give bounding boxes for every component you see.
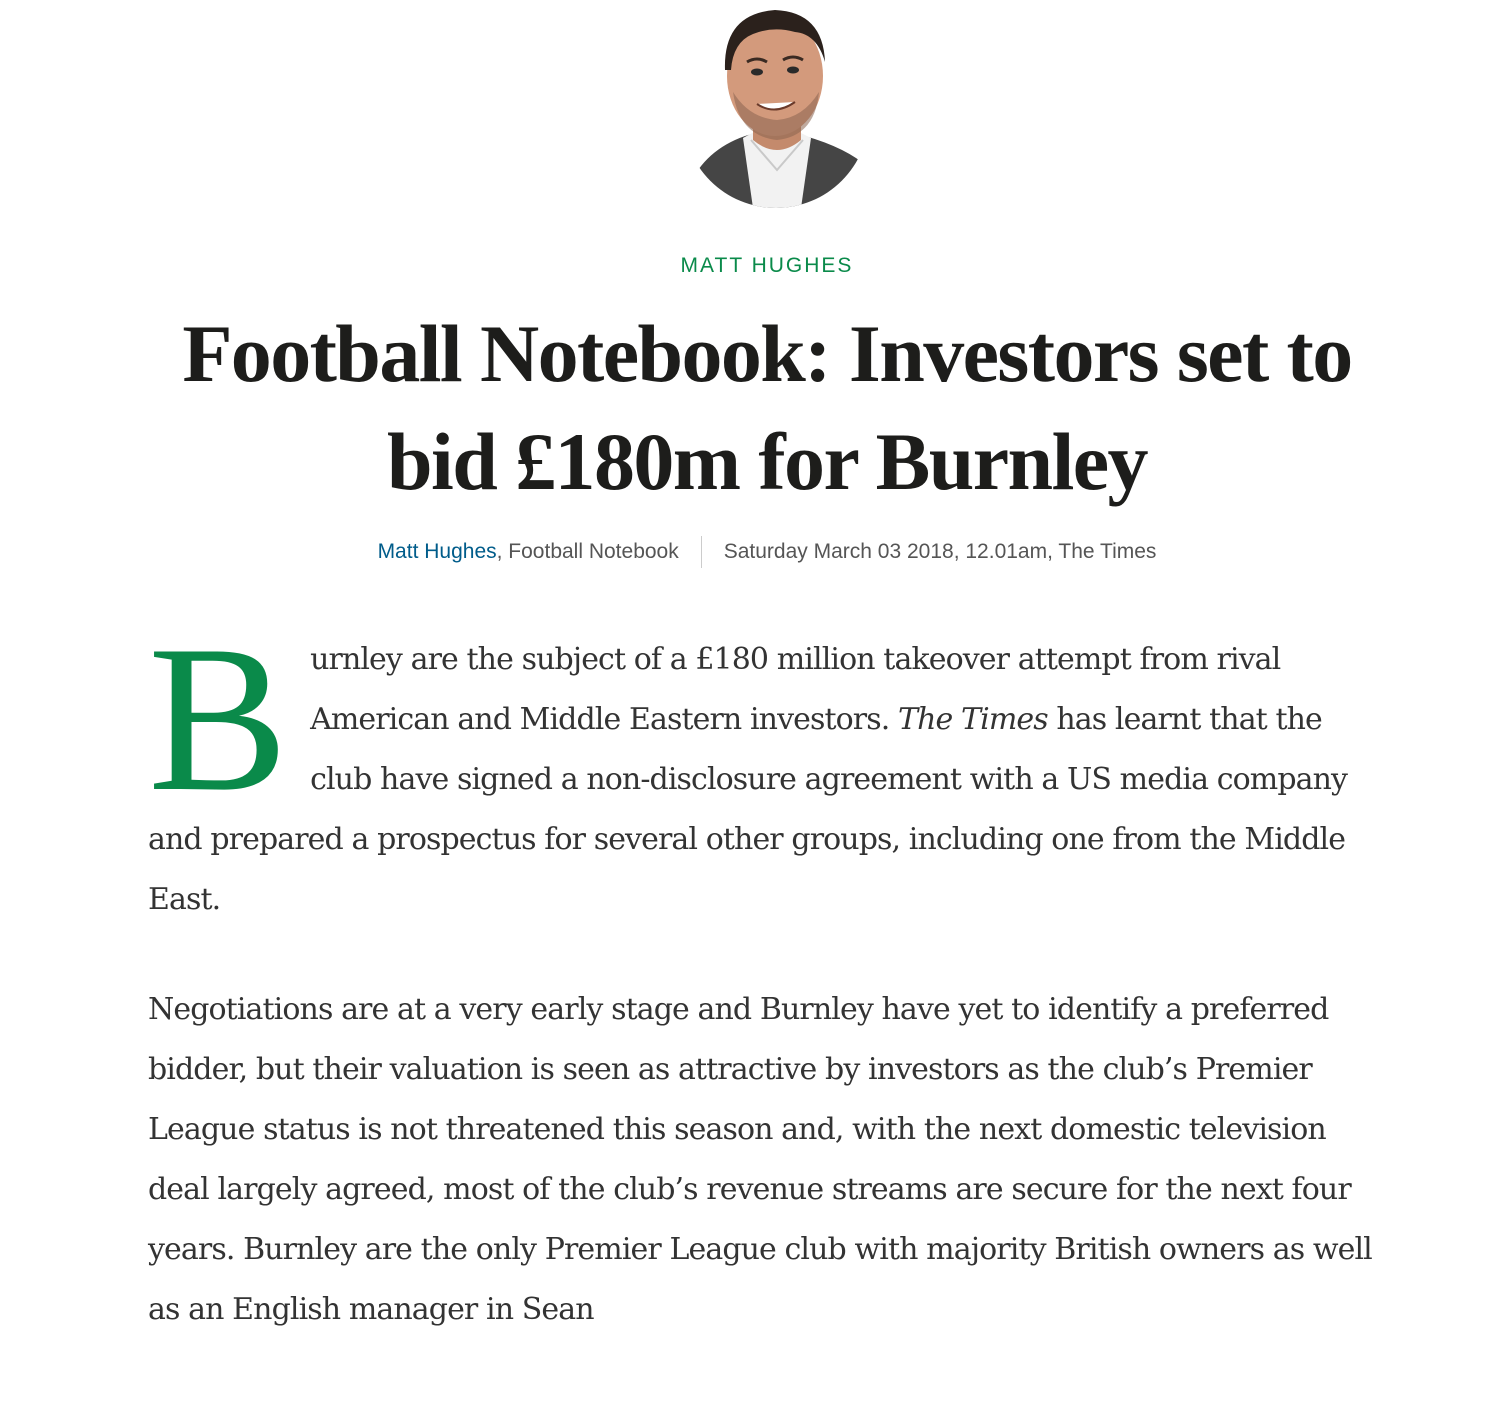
paragraph-text: has learnt that the club have signed a non-disclosure agreement with a US media company and prepared a prospectus for several other groups, including one from the Middle East.	[148, 702, 1348, 917]
byline-author-link[interactable]: Matt Hughes	[377, 540, 497, 563]
publication-name: The Times	[898, 702, 1048, 737]
drop-cap: B	[148, 603, 289, 835]
byline-dateline: Saturday March 03 2018, 12.01am, The Times	[723, 540, 1157, 563]
article-paragraph	[148, 603, 1388, 930]
byline-section: , Football Notebook	[496, 540, 679, 563]
author-kicker[interactable]: MATT HUGHES	[680, 254, 854, 277]
article-body	[148, 603, 1388, 1390]
byline	[0, 536, 1487, 568]
article-paragraph: Negotiations are at a very early stage and Burnley have yet to identify a preferred bidder, but their valuation is seen as attractive by investors as the club’s Premier League status is not threatened this season and, with the next domestic television deal largely agreed, most of the club’s revenue streams are secure for the next four years. Burnley are the only Premier League club with majority British owners as well as an English manager in Sean	[148, 992, 1372, 1327]
paragraph-text: urnley are the subject of a £180 million takeover attempt from rival American and Middle Eastern investors.	[310, 642, 1281, 737]
author-avatar	[683, 0, 869, 208]
byline-divider	[701, 536, 702, 568]
article-headline: Football Notebook: Investors set to bid £180m for Burnley	[182, 308, 1352, 507]
